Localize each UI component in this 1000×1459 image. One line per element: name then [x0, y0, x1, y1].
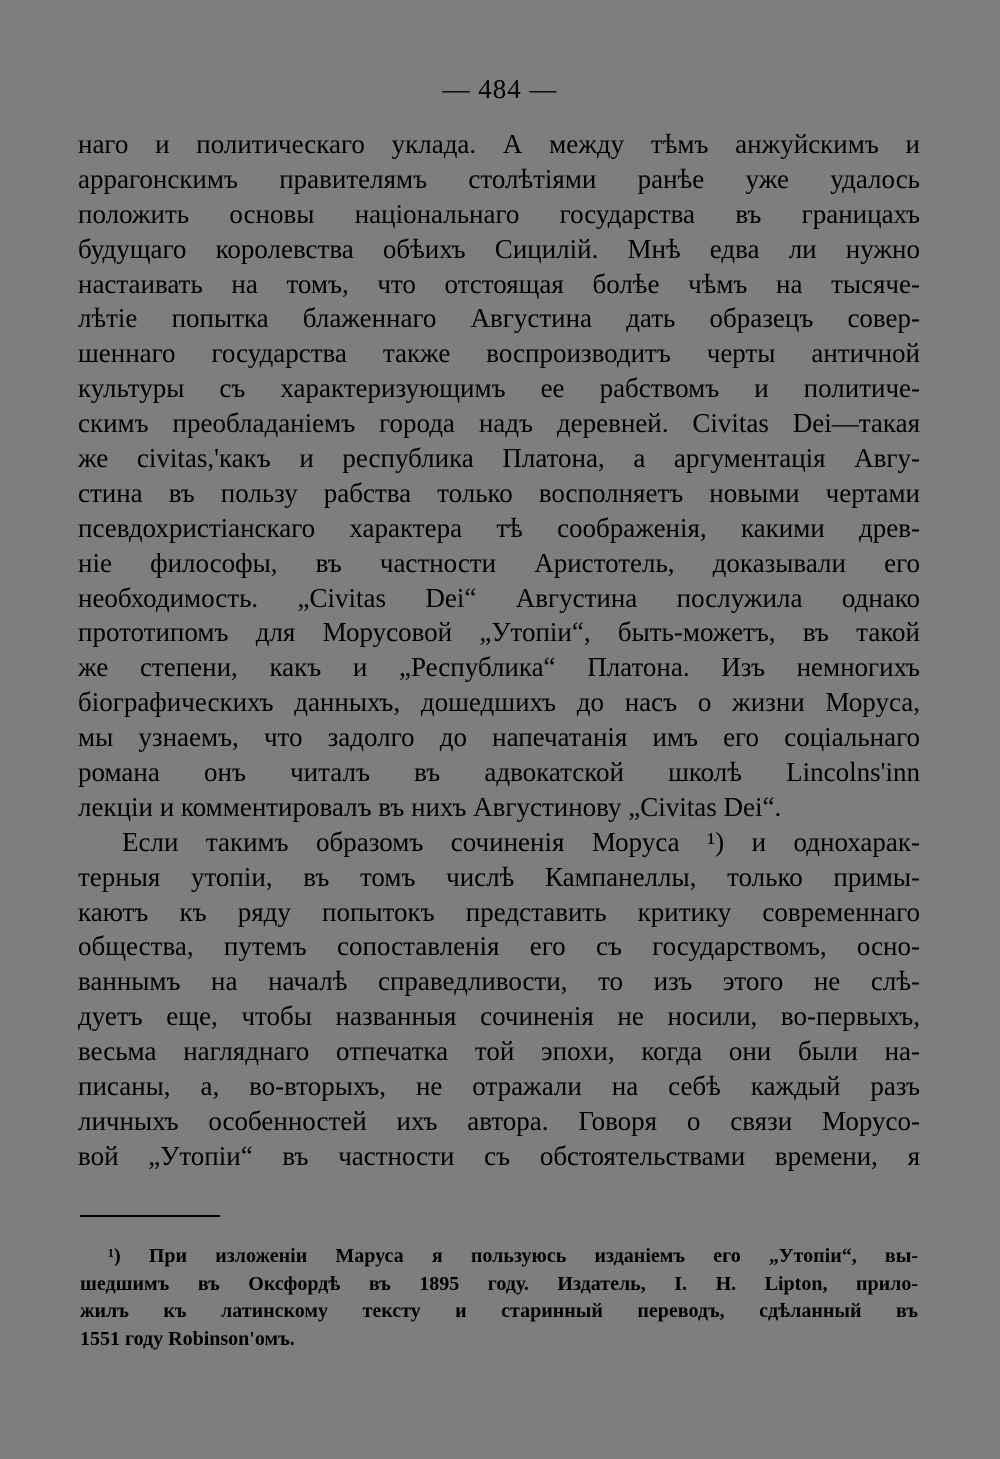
text-line: же степени, какъ и „Республика“ Платона. Изъ немногихъ	[78, 652, 920, 683]
text-line: Если такимъ образомъ сочиненія Моруса ¹) и однохарак-	[122, 826, 920, 857]
text-line: мы узнаемъ, что задолго до напечатанія имъ его соціальнаго	[78, 722, 920, 753]
text-line: шеннаго государства также воспроизводитъ черты античной	[78, 338, 920, 369]
footnote-divider	[80, 1215, 220, 1217]
text-line: біографическихъ данныхъ, дошедшихъ до насъ о жизни Моруса,	[78, 687, 920, 718]
text-line: же civitas,'какъ и республика Платона, а аргументація Авгу-	[78, 443, 920, 474]
text-line: ніе философы, въ частности Аристотель, доказывали его	[78, 547, 920, 578]
text-line: лѣтіе попытка блаженнаго Августина дать образецъ совер-	[78, 303, 920, 334]
text-line: дуетъ еще, чтобы названныя сочиненія не носили, во-первыхъ,	[78, 1001, 920, 1032]
text-line: писаны, а, во-вторыхъ, не отражали на себѣ каждый разъ	[78, 1071, 920, 1102]
text-line: наго и политическаго уклада. А между тѣмъ анжуйскимъ и	[78, 129, 920, 159]
text-line: романа онъ читалъ въ адвокатской школѣ Lincolns'inn	[78, 757, 920, 788]
text-line: личныхъ особенностей ихъ автора. Говоря о связи Морусо-	[78, 1105, 920, 1136]
text-line: весьма нагляднаго отпечатка той эпохи, когда они были на-	[78, 1036, 920, 1067]
text-line: общества, путемъ сопоставленія его съ государствомъ, осно-	[78, 931, 920, 962]
text-line: лекціи и комментировалъ въ нихъ Августинову „Civitas Dei“.	[78, 791, 782, 822]
text-line: стина въ пользу рабства только восполняетъ новыми чертами	[78, 477, 920, 508]
footnote-line: 1551 году Robinson'омъ.	[80, 1327, 295, 1350]
text-line: аррагонскимъ правителямъ столѣтіями ранѣе уже удалось	[78, 163, 920, 194]
text-line: каютъ къ ряду попытокъ представить критику современнаго	[78, 896, 920, 927]
text-line: вой „Утопіи“ въ частности съ обстоятельствами времени, я	[78, 1140, 920, 1171]
text-line: положить основы національнаго государства въ границахъ	[78, 198, 920, 229]
text-line: настаивать на томъ, что отстоящая болѣе чѣмъ на тысяче-	[78, 268, 920, 299]
page-number: — 484 —	[442, 74, 558, 104]
text-line: скимъ преобладаніемъ города надъ деревней. Civitas Dei—такая	[78, 408, 920, 439]
text-line: псевдохристіанскаго характера тѣ соображенія, какими древ-	[78, 512, 920, 543]
footnote-line: шедшимъ въ Оксфордѣ въ 1895 году. Издатель, I. H. Lipton, прило-	[80, 1272, 918, 1295]
text-line: прототипомъ для Морусовой „Утопіи“, быть-можетъ, въ такой	[78, 617, 920, 648]
text-line: необходимость. „Civitas Dei“ Августина послужила однако	[78, 582, 920, 613]
footnote-line: жилъ къ латинскому тексту и старинный переводъ, сдѣланный въ	[80, 1300, 918, 1322]
body-text	[78, 127, 920, 1174]
text-line: терныя утопіи, въ томъ числѣ Кампанеллы, только примы-	[78, 861, 920, 892]
footnote-line: ¹) При изложеніи Маруса я пользуюсь изданіемъ его „Утопіи“, вы-	[108, 1245, 918, 1267]
footnotes	[80, 1243, 918, 1353]
text-line: ваннымъ на началѣ справедливости, то изъ этого не слѣ-	[78, 966, 920, 997]
text-line: культуры съ характеризующимъ ее рабствомъ и политиче-	[78, 373, 920, 404]
text-line: будущаго королевства обѣихъ Сицилій. Мнѣ едва ли нужно	[78, 233, 920, 264]
